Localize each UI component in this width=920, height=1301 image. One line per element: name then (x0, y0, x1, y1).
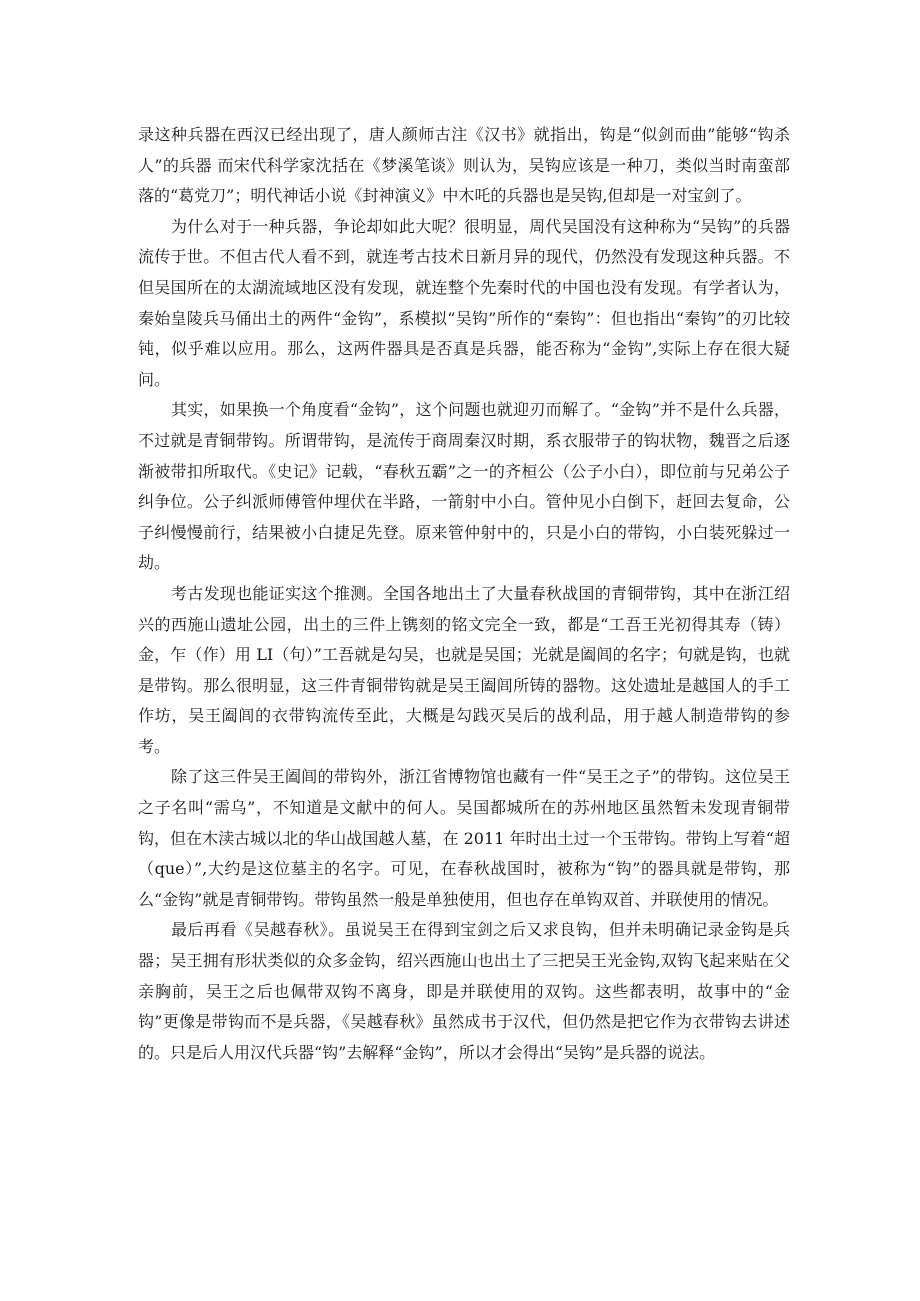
paragraph-controversy: 为什么对于一种兵器，争论却如此大呢？很明显，周代吴国没有这种称为“吴钩”的兵器流传于世。不但古代人看不到，就连考古技术日新月异的现代，仍然没有发现这种兵器。不但吴国所在的太湖流域地区没有发现，就连整个先秦时代的中国也没有发现。有学者认为，秦始皇陵兵马俑出土的两件“金钩”，系模拟“吴钩”所作的“秦钩”：但也指出“秦钩”的刃比较钝，似乎难以应用。那么，这两件器具是否真是兵器，能否称为“金钩”,实际上存在很大疑问。 (138, 216, 790, 389)
article-body (138, 120, 790, 1068)
paragraph-belt-hook: 其实，如果换一个角度看“金钩”，这个问题也就迎刃而解了。“金钩”并不是什么兵器，不过就是青铜带钩。所谓带钩，是流传于商周秦汉时期，系衣服带子的钩状物，魏晋之后逐渐被带扣所取代。《史记》记载，“春秋五霸”之一的齐桓公（公子小白），即位前与兄弟公子纠争位。公子纠派师傅管仲埋伏在半路，一箭射中小白。管仲见小白倒下，赶回去复命，公子纠慢慢前行，结果被小白捷足先登。原来管仲射中的，只是小白的带钩，小白装死躲过一劫。 (138, 400, 790, 573)
paragraph-continuation: 录这种兵器在西汉已经出现了，唐人颜师古注《汉书》就指出，钩是“似剑而曲”能够“钩杀人”的兵器 而宋代科学家沈括在《梦溪笔谈》则认为，吴钩应该是一种刀，类似当时南蛮部落的“葛党刀”；明代神话小说《封神演义》中木吒的兵器也是吴钩,但却是一对宝剑了。 (138, 125, 790, 206)
paragraph-conclusion: 最后再看《吴越春秋》。虽说吴王在得到宝剑之后又求良钩，但并未明确记录金钩是兵器；吴王拥有形状类似的众多金钩，绍兴西施山也出土了三把吴王光金钩,双钩飞起来贴在父亲胸前，吴王之后也佩带双钩不离身，即是并联使用的双钩。这些都表明，故事中的“金钩”更像是带钩而不是兵器，《吴越春秋》虽然成书于汉代，但仍然是把它作为衣带钩去讲述的。只是后人用汉代兵器“钩”去解释“金钩”，所以才会得出“吴钩”是兵器的说法。 (138, 920, 790, 1062)
paragraph-archaeology: 考古发现也能证实这个推测。全国各地出土了大量春秋战国的青铜带钩，其中在浙江绍兴的西施山遗址公园，出土的三件上镌刻的铭文完全一致，都是“工吾王光初得其寿（铸）金，乍（作）用 LI（句）”工吾就是勾吴，也就是吴国；光就是阖闾的名字；句就是钩，也就是带钩。那么很明显，这三件青铜带钩就是吴王阖闾所铸的器物。这处遗址是越国人的手工作坊，吴王阖闾的衣带钩流传至此，大概是勾践灭吴后的战利品，用于越人制造带钩的参考。 (138, 583, 790, 756)
paragraph-wu-prince: 除了这三件吴王阖闾的带钩外，浙江省博物馆也藏有一件“吴王之子”的带钩。这位吴王之子名叫“需乌”，不知道是文献中的何人。吴国都城所在的苏州地区虽然暂未发现青铜带钩，但在木渎古城以北的华山战国越人墓，在 2011 年时出土过一个玉带钩。带钩上写着“超（que）”,大约是这位墓主的名字。可见，在春秋战国时，被称为“钩”的器具就是带钩，那么“金钩”就是青铜带钩。带钩虽然一般是单独使用，但也存在单钩双首、并联使用的情况。 (138, 767, 790, 909)
